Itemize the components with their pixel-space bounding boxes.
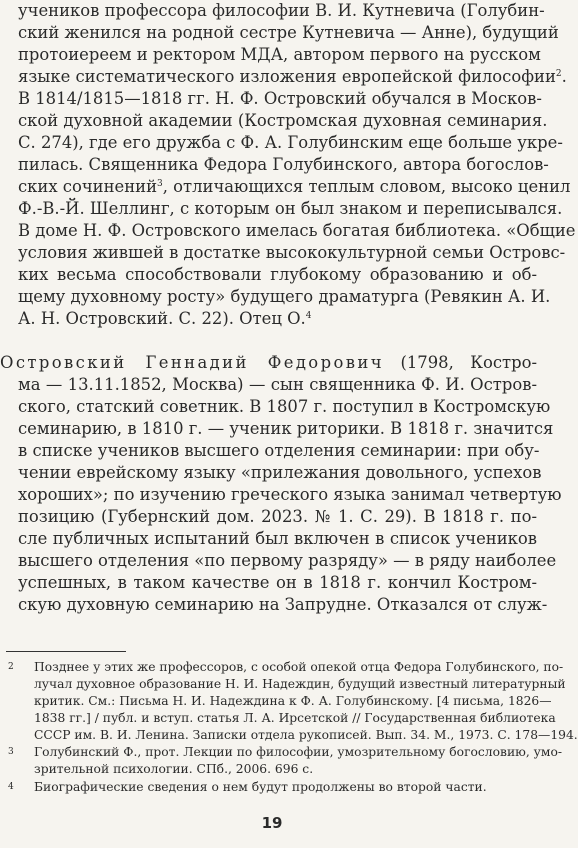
text-line: условия жившей в достатке высококультурной семьи Островс- [18,243,566,262]
footnote-line: Позднее у этих же профессоров, с особой опекой отца Федора Голубинского, по- [34,660,564,674]
footnote-line: СССР им. В. И. Ленина. Записки отдела рукописей. Вып. 34. М., 1973. С. 178—194. [34,728,578,742]
text-fragment: языке систематического изложения европейской философии [18,67,556,86]
text-line: позицию (Губернский дом. 2023. № 1. С. 29). В 1818 г. по- [18,507,537,526]
footnote-divider [6,651,126,652]
text-line: Ф.-В.-Й. Шеллинг, с которым он был знаком и переписывался. [18,199,563,218]
text-line [18,176,571,198]
text-line: семинарию, в 1810 г. — ученик риторики. В 1818 г. значится [18,419,554,438]
text-line: В доме Н. Ф. Островского имелась богатая библиотека. «Общие [18,221,576,240]
footnote-line: критик. См.: Письма Н. И. Надеждина к Ф. А. Голубинскому. [4 письма, 1826— [34,694,552,708]
text-line: ких весьма способствовали глубокому образованию и об- [18,265,537,284]
text-fragment: , отличающихся теплым словом, высоко ценил [162,177,571,196]
text-line: чении еврейскому языку «прилежания довольного, успехов [18,463,542,482]
text-line [18,66,567,88]
text-line: ского, статский советник. В 1807 г. поступил в Костромскую [18,397,551,416]
footnote-number: 4 [8,782,14,792]
text-line: ский женился на родной сестре Кутневича — Анне), будущий [18,23,559,42]
entry-heading-line [0,352,537,374]
footnote-line: 1838 гг.] / публ. и вступ. статья Л. А. Ирсетской // Государственная библиотека [34,711,556,725]
text-fragment: . [561,67,567,86]
text-line: ской духовной академии (Костромская духовная семинария. [18,111,548,130]
text-line: пилась. Священника Федора Голубинского, автора богослов- [18,155,549,174]
footnote-ref-2[interactable]: 2 [555,69,562,79]
footnote-line: лучал духовное образование Н. И. Надеждин, будущий известный литературный [34,677,566,691]
entry-name: Островский Геннадий Федорович [0,353,384,372]
text-line: в списке учеников высшего отделения семинарии: при обу- [18,441,540,460]
footnote-line: Голубинский Ф., прот. Лекции по философии, умозрительному богословию, умо- [34,745,563,759]
text-line: В 1814/1815—1818 гг. Н. Ф. Островский обучался в Москов- [18,89,542,108]
footnote-line: зрительной психологии. СПб., 2006. 696 с. [34,762,314,776]
page-number: 19 [261,814,283,832]
footnote-number: 3 [8,747,14,757]
text-line: хороших»; по изучению греческого языка занимал четвертую [18,485,562,504]
text-line: успешных, в таком качестве он в 1818 г. кончил Костром- [18,573,537,592]
text-line [18,308,537,330]
text-line: ма — 13.11.1852, Москва) — сын священника Ф. И. Остров- [18,375,537,394]
footnote-ref-4[interactable]: 4 [305,311,312,321]
text-line: скую духовную семинарию на Запрудне. Отказался от служ- [18,595,548,614]
text-fragment: А. Н. Островский. С. 22). Отец О. [18,309,306,328]
text-line: С. 274), где его дружба с Ф. А. Голубинским еще больше укре- [18,133,563,152]
text-fragment: ских сочинений [18,177,158,196]
text-line: протоиереем и ректором МДА, автором первого на русском [18,45,541,64]
text-line: щему духовному росту» будущего драматурга (Ревякин А. И. [18,287,551,306]
entry-dates: (1798, Костро- [383,353,538,372]
text-line: высшего отделения «по первому разряду» — в ряду наиболее [18,551,557,570]
text-line: учеников профессора философии В. И. Кутневича (Голубин- [18,1,545,20]
text-line: сле публичных испытаний был включен в список учеников [18,529,537,548]
footnote-line: Биографические сведения о нем будут продолжены во второй части. [34,780,487,794]
footnote-ref-3[interactable]: 3 [157,179,163,189]
footnote-number: 2 [8,662,14,672]
